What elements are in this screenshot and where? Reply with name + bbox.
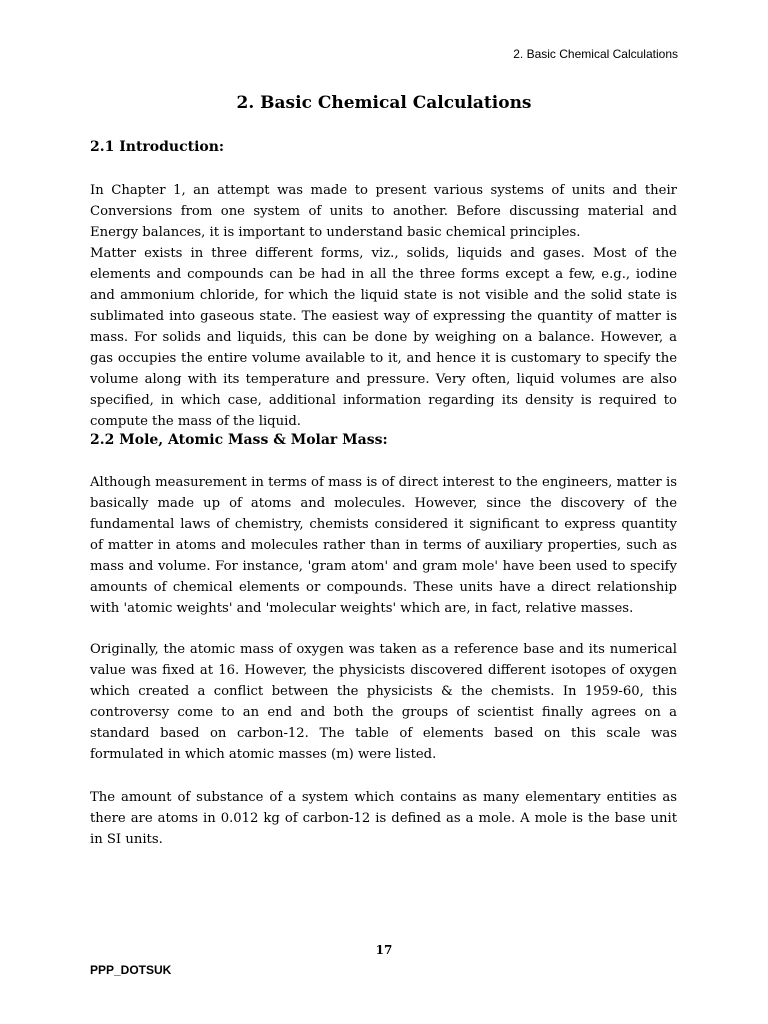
chapter-title: 2. Basic Chemical Calculations — [236, 93, 532, 113]
section-heading-mole: 2.2 Mole, Atomic Mass & Molar Mass: — [90, 432, 388, 448]
paragraph-intro-1: In Chapter 1, an attempt was made to present various systems of units and their Conversions from one system of units to another. Before discussing material and Energy balances, it is important to understand basic chemical principles. — [90, 183, 677, 240]
section-heading-introduction: 2.1 Introduction: — [90, 139, 225, 155]
paragraph-mole-2: Originally, the atomic mass of oxygen was taken as a reference base and its numerical value was fixed at 16. However, the physicists discovered different isotopes of oxygen which created a conflict between the physicists & the chemists. In 1959-60, this controversy come to an end and both the groups of scientist finally agrees on a standard based on carbon-12. The table of elements based on this scale was formulated in which atomic masses (m) were listed. — [90, 642, 677, 762]
paragraph-intro-2: Matter exists in three different forms, viz., solids, liquids and gases. Most of the elements and compounds can be had in all the three forms except a few, e.g., iodine and ammonium chloride, for which the liquid state is not visible and the solid state is sublimated into gaseous state. The easiest way of expressing the quantity of matter is mass. For solids and liquids, this can be done by weighing on a balance. However, a gas occupies the entire volume available to it, and hence it is customary to specify the volume along with its temperature and pressure. Very often, liquid volumes are also specified, in which case, additional information regarding its density is required to compute the mass of the liquid. — [90, 246, 677, 429]
paragraph-mole-1: Although measurement in terms of mass is of direct interest to the engineers, matter is basically made up of atoms and molecules. However, since the discovery of the fundamental laws of chemistry, chemists considered it significant to express quantity of matter in atoms and molecules rather than in terms of auxiliary properties, such as mass and volume. For instance, 'gram atom' and gram mole' have been used to specify amounts of chemical elements or compounds. These units have a direct relationship with 'atomic weights' and 'molecular weights' which are, in fact, relative masses. — [90, 475, 677, 616]
paragraph-mole-3: The amount of substance of a system which contains as many elementary entities as there are atoms in 0.012 kg of carbon-12 is defined as a mole. A mole is the base unit in SI units. — [90, 790, 677, 847]
footer-label: PPP_DOTSUK — [90, 963, 172, 977]
page-number: 17 — [375, 943, 393, 957]
running-header: 2. Basic Chemical Calculations — [513, 47, 678, 61]
